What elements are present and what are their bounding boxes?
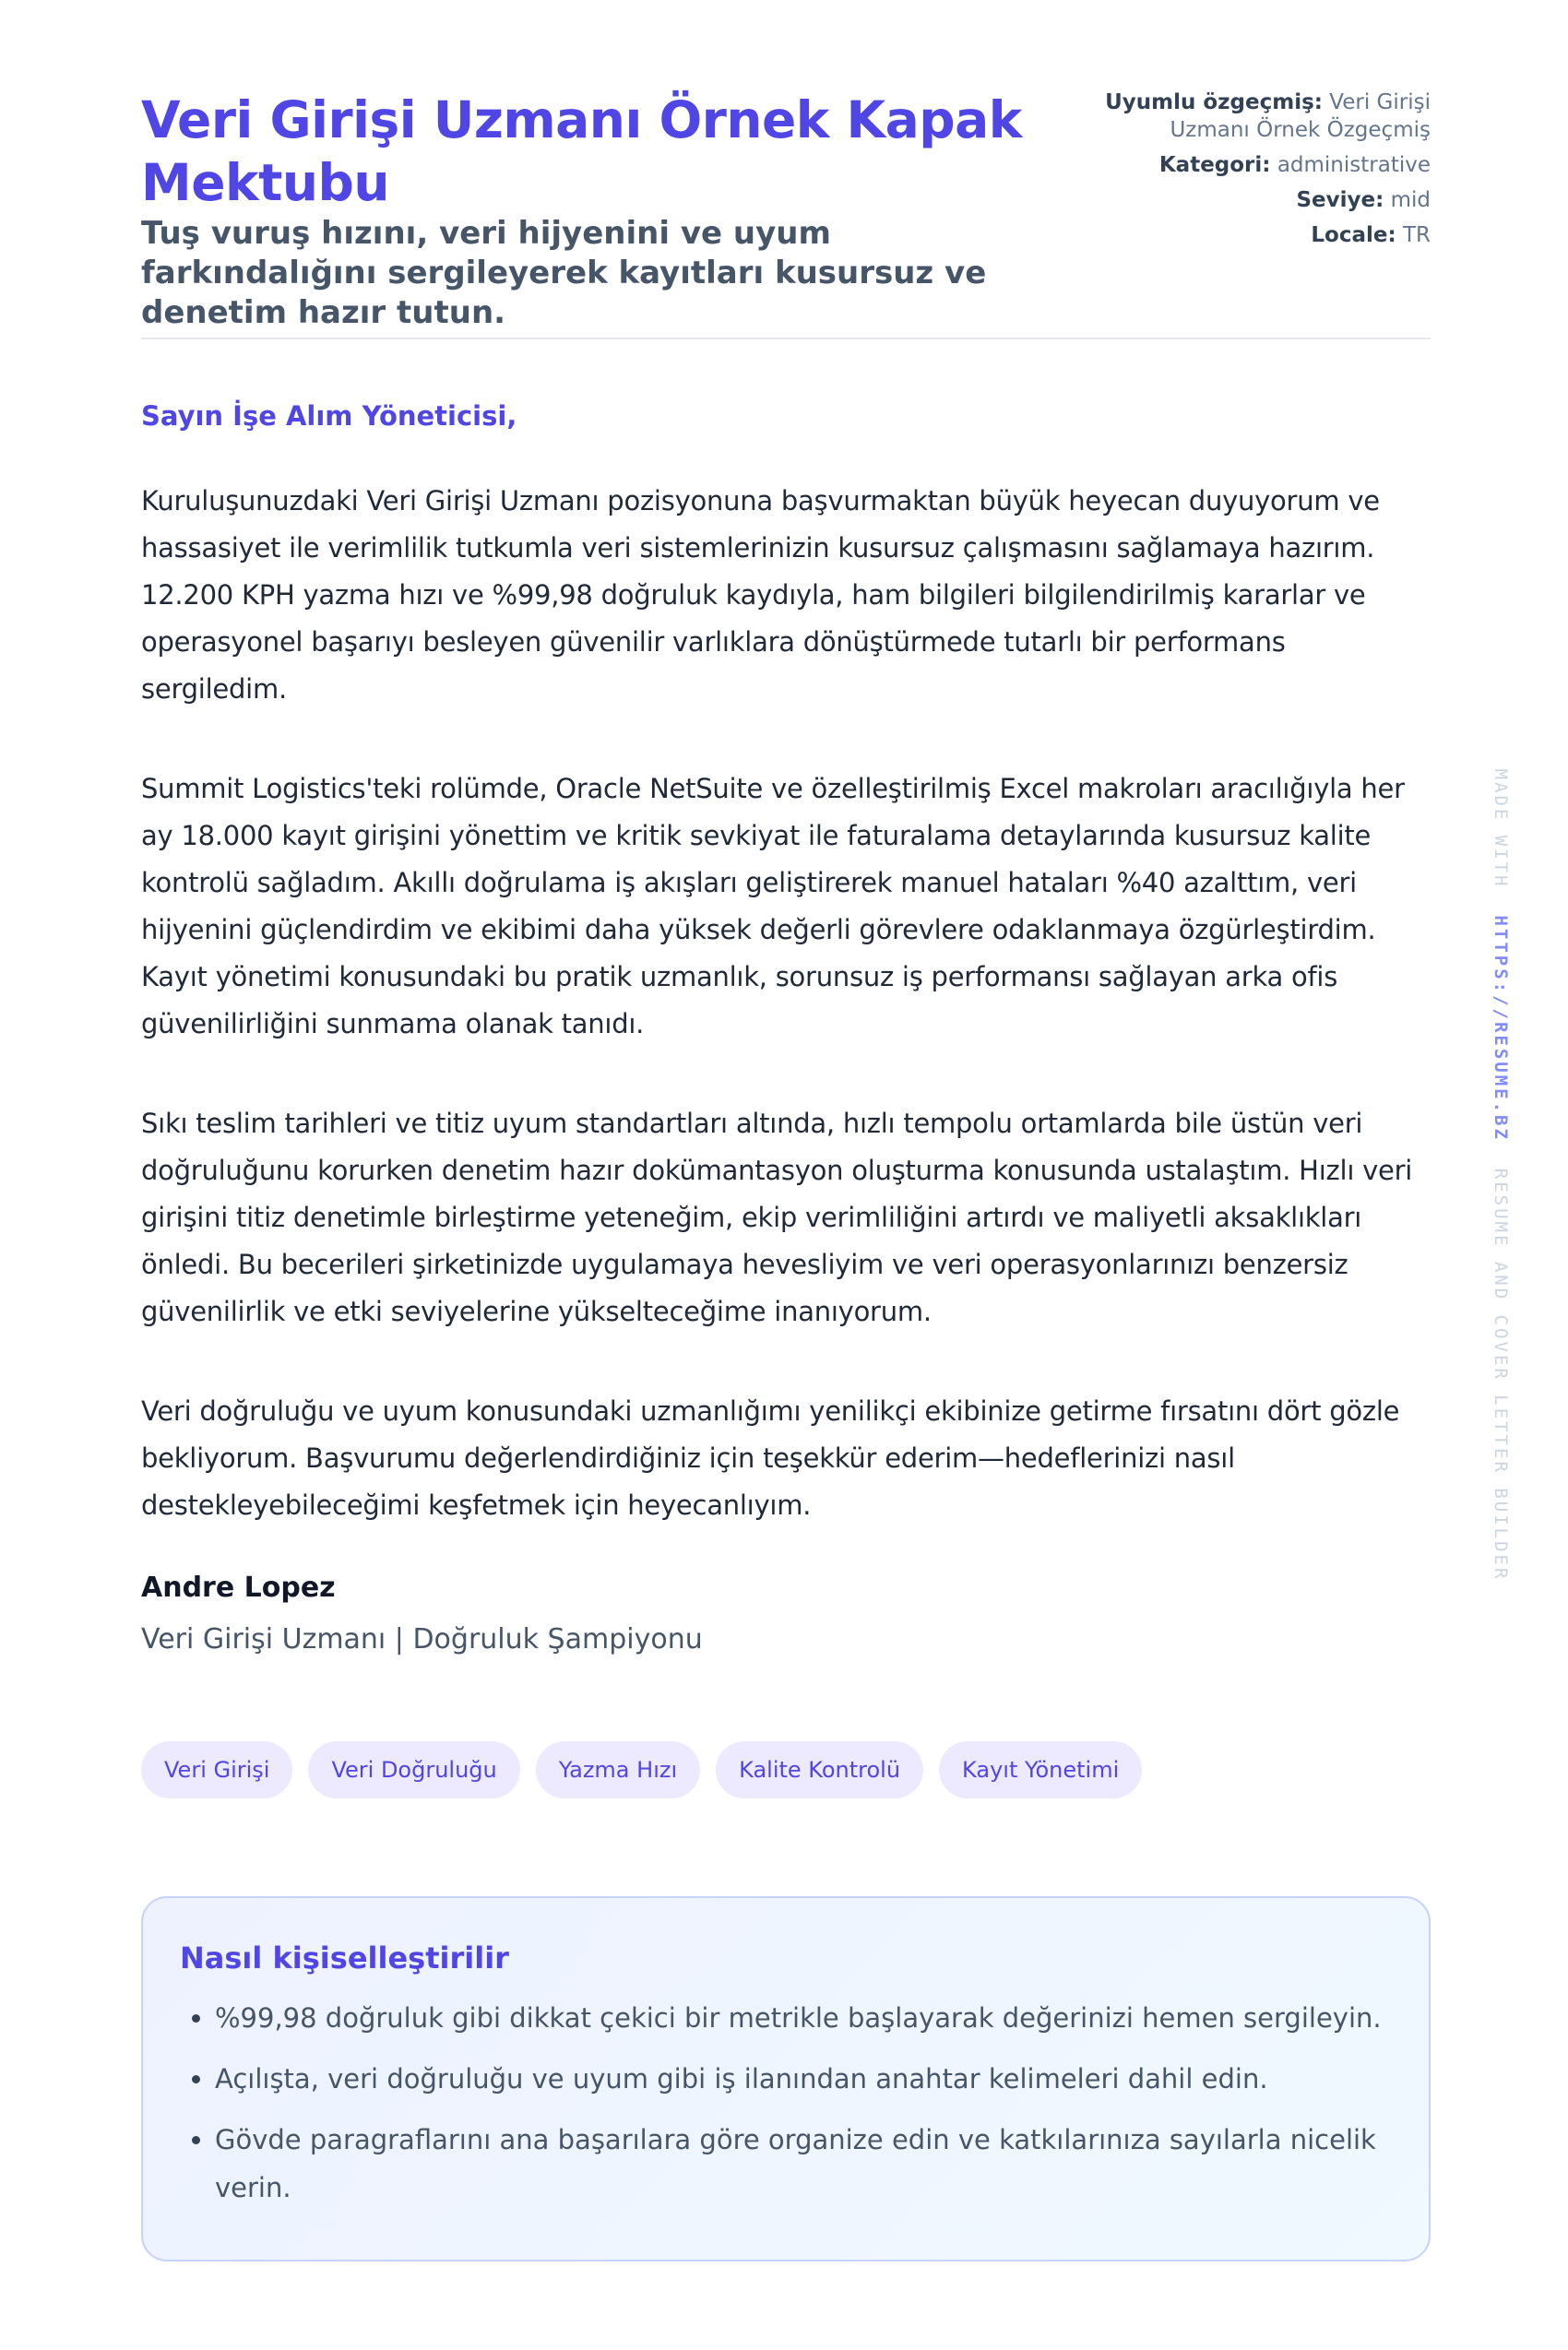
letter-body	[141, 478, 1431, 1582]
meta-level	[1062, 186, 1431, 214]
side-note-prefix: MADE WITH	[1491, 768, 1511, 889]
skill-tag: Kalite Kontrolü	[716, 1741, 923, 1798]
meta-category-value: administrative	[1277, 153, 1431, 177]
letter-header	[141, 0, 1431, 339]
skill-tag: Veri Girişi	[141, 1741, 292, 1798]
meta-category	[1062, 151, 1431, 179]
letter-paragraph: Sıkı teslim tarihleri ve titiz uyum standartları altında, hızlı tempolu ortamlarda bile üstün veri doğruluğunu korurken denetim hazır dokümantasyon oluşturma konusunda ustalaştım. Hızlı veri girişini titiz denetimle birleştirme yeteneğim, ekip verimliliğini artırdı ve maliyetli aksaklıkları önledi. Bu becerileri şirketinizde uygulamaya hevesliyim ve veri operasyonlarınızı benzersiz güvenilirlik ve etki seviyelerine yükselteceğime inanıyorum.	[141, 1108, 1413, 1327]
personalization-tips-box	[141, 1896, 1431, 2261]
signature-title: Veri Girişi Uzmanı | Doğruluk Şampiyonu	[141, 1623, 703, 1656]
tip-item: • Açılışta, veri doğruluğu ve uyum gibi iş ilanından anahtar kelimeleri dahil edin.	[215, 2055, 1392, 2103]
letter-salutation: Sayın İşe Alım Yöneticisi,	[141, 400, 517, 432]
letter-paragraph: Summit Logistics'teki rolümde, Oracle NetSuite ve özelleştirilmiş Excel makroları aracılığıyla her ay 18.000 kayıt girişini yönettim ve kritik sevkiyat ile faturalama detaylarında kusursuz kalite kontrolü sağladım. Akıllı doğrulama iş akışları geliştirerek manuel hataları %40 azalttım, veri hijyenini güçlendirdim ve ekibimi daha yüksek değerli görevlere odaklanmaya özgürleştirdim. Kayıt yönetimi konusundaki bu pratik uzmanlık, sorunsuz iş performansı sağlayan arka ofis güvenilirliğini sunmama olanak tanıdı.	[141, 773, 1405, 1039]
page-subtitle: Tuş vuruş hızını, veri hijyenini ve uyum farkındalığını sergileyerek kayıtları kusursuz ve denetim hazır tutun.	[141, 215, 987, 331]
skill-tag: Veri Doğruluğu	[308, 1741, 519, 1798]
meta-resume	[1062, 89, 1431, 144]
letter-paragraph: Kuruluşunuzdaki Veri Girişi Uzmanı pozisyonuna başvurmaktan büyük heyecan duyuyorum ve hassasiyet ile verimlilik tutkumla veri sistemlerinizin kusursuz çalışmasını sağlamaya hazırım. 12.200 KPH yazma hızı ve %99,98 doğruluk kaydıyla, ham bilgileri bilgilendirilmiş kararlar ve operasyonel başarıyı besleyen güvenilir varlıklara dönüştürmede tutarlı bir performans sergiledim.	[141, 485, 1380, 705]
tip-item: • Gövde paragraflarını ana başarılara göre organize edin ve katkılarınıza sayılarla nicelik verin.	[215, 2116, 1392, 2212]
resume-site-link[interactable]: HTTPS://RESUME.BZ	[1491, 915, 1511, 1142]
meta-resume-label: Uyumlu özgeçmiş:	[1105, 90, 1323, 114]
meta-level-value: mid	[1390, 188, 1431, 212]
signature-name: Andre Lopez	[141, 1572, 336, 1604]
skill-tags	[141, 1741, 1142, 1798]
meta-category-label: Kategori:	[1158, 153, 1271, 177]
meta-resume-value[interactable]: Veri Girişi Uzmanı Örnek Özgeçmiş	[1170, 90, 1431, 142]
meta-locale-value: TR	[1402, 223, 1431, 247]
skill-tag: Kayıt Yönetimi	[939, 1741, 1142, 1798]
meta-panel	[1062, 89, 1431, 256]
tips-list	[180, 1994, 1392, 2212]
meta-locale	[1062, 221, 1431, 249]
tip-item: • %99,98 doğruluk gibi dikkat çekici bir metrikle başlayarak değerinizi hemen sergileyin.	[215, 1994, 1392, 2042]
made-with-side-note	[1491, 769, 1511, 1582]
meta-locale-label: Locale:	[1311, 223, 1396, 247]
page-title: Veri Girişi Uzmanı Örnek Kapak Mektubu	[141, 90, 1022, 212]
letter-paragraph: Veri doğruluğu ve uyum konusundaki uzmanlığımı yenilikçi ekibinize getirme fırsatını dört gözle bekliyorum. Başvurumu değerlendirdiğiniz için teşekkür ederim—hedeflerinizi nasıl destekleyebileceğimi keşfetmek için heyecanlıyım.	[141, 1395, 1400, 1521]
cover-letter-page	[141, 0, 1431, 2203]
side-note-suffix: RESUME AND COVER LETTER BUILDER	[1491, 1168, 1511, 1582]
tips-title: Nasıl kişiselleştirilir	[180, 1941, 509, 1976]
meta-level-label: Seviye:	[1296, 188, 1384, 212]
skill-tag: Yazma Hızı	[536, 1741, 700, 1798]
